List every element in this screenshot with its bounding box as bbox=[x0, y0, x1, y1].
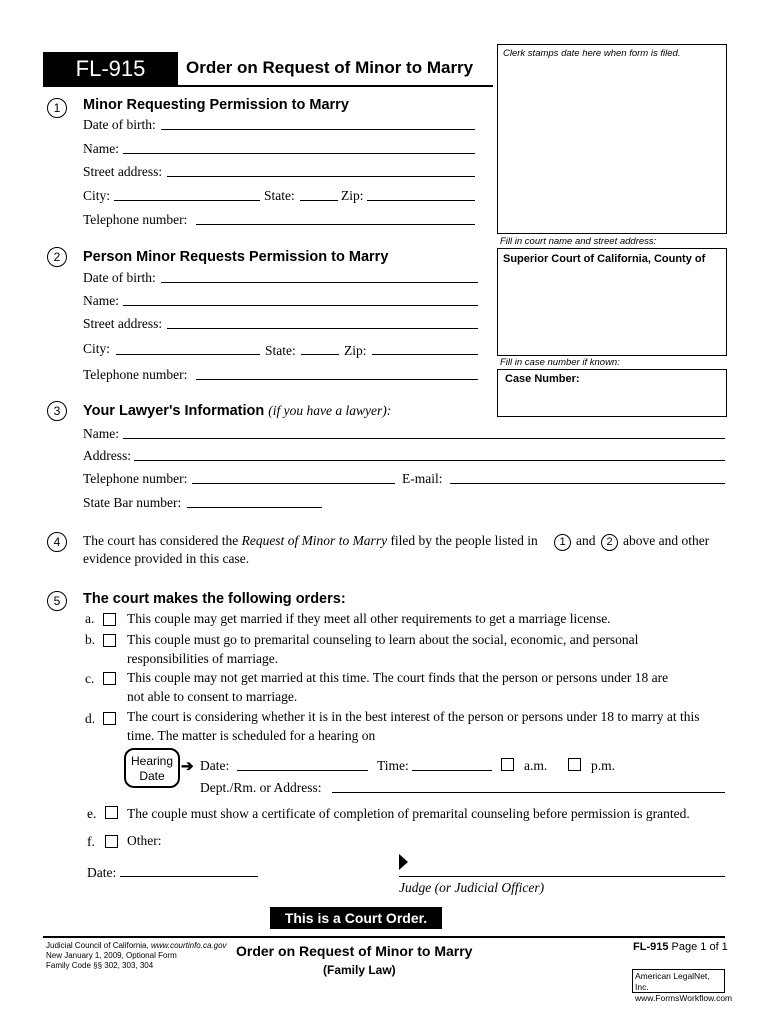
section-3-title: Your Lawyer's Information bbox=[83, 403, 265, 419]
s3-phone-field[interactable] bbox=[192, 483, 395, 484]
s2-name-field[interactable] bbox=[123, 305, 478, 306]
court-note: Fill in court name and street address: bbox=[500, 236, 657, 247]
order-a-checkbox[interactable] bbox=[103, 613, 116, 626]
section-5-number: 5 bbox=[47, 591, 67, 611]
order-f-text: Other: bbox=[127, 833, 162, 848]
s4-ref-2: 2 bbox=[601, 534, 618, 551]
s2-zip-label: Zip: bbox=[344, 343, 367, 358]
hearing-date-badge bbox=[124, 748, 180, 788]
s4-text-c: above and other bbox=[623, 533, 710, 548]
s2-state-label: State: bbox=[265, 343, 296, 358]
section-3-number: 3 bbox=[47, 401, 67, 421]
s2-dob-field[interactable] bbox=[161, 282, 478, 283]
footer-page-info bbox=[633, 941, 728, 953]
hearing-time-field[interactable] bbox=[412, 770, 492, 771]
footer-title: Order on Request of Minor to Marry bbox=[236, 943, 473, 959]
form-number-badge: FL-915 bbox=[43, 52, 178, 85]
footer-new-date: New January 1, 2009, Optional Form bbox=[46, 951, 177, 960]
pm-label: p.m. bbox=[591, 758, 616, 773]
order-f-letter: f. bbox=[87, 834, 95, 849]
publisher-box bbox=[632, 969, 733, 1003]
footer-rule bbox=[43, 936, 725, 938]
header-rule bbox=[43, 85, 493, 87]
s2-dob-label: Date of birth: bbox=[83, 270, 156, 285]
s3-name-field[interactable] bbox=[123, 438, 725, 439]
section-4-number: 4 bbox=[47, 532, 67, 552]
s4-text-a: The court has considered the bbox=[83, 533, 239, 548]
hearing-date-field[interactable] bbox=[237, 770, 368, 771]
section-3-note: (if you have a lawyer): bbox=[268, 403, 392, 418]
s1-state-field[interactable] bbox=[300, 200, 338, 201]
s1-dob-field[interactable] bbox=[161, 129, 475, 130]
s2-name-label: Name: bbox=[83, 293, 119, 308]
s1-name-field[interactable] bbox=[123, 153, 475, 154]
s2-state-field[interactable] bbox=[301, 354, 339, 355]
s3-phone-label: Telephone number: bbox=[83, 471, 188, 486]
s3-email-label: E-mail: bbox=[402, 471, 443, 486]
case-note: Fill in case number if known: bbox=[500, 357, 620, 368]
section-1-heading: Minor Requesting Permission to Marry bbox=[83, 97, 349, 113]
s1-phone-label: Telephone number: bbox=[83, 212, 188, 227]
order-c-letter: c. bbox=[85, 671, 95, 686]
s3-address-label: Address: bbox=[83, 448, 131, 463]
hearing-time-label: Time: bbox=[377, 758, 409, 773]
s4-request-title: Request of Minor to Marry bbox=[241, 533, 388, 548]
pm-checkbox[interactable] bbox=[568, 758, 581, 771]
s1-street-label: Street address: bbox=[83, 164, 163, 179]
s2-zip-field[interactable] bbox=[372, 354, 478, 355]
section-4-line1 bbox=[83, 533, 538, 549]
s4-text-b: filed by the people listed in bbox=[390, 533, 538, 548]
order-f-checkbox[interactable] bbox=[105, 835, 118, 848]
judge-signature-field[interactable] bbox=[399, 876, 725, 877]
footer-subtitle: (Family Law) bbox=[323, 963, 396, 977]
order-c-text-1: This couple may not get married at this time. The court finds that the person or persons under 18 are bbox=[127, 670, 669, 685]
order-a-letter: a. bbox=[85, 611, 95, 626]
order-a-text: This couple may get married if they meet all other requirements to get a marriage license. bbox=[127, 611, 611, 626]
footer-council-line bbox=[46, 941, 227, 951]
footer-form-number: FL-915 bbox=[633, 941, 669, 953]
s2-street-label: Street address: bbox=[83, 316, 163, 331]
s2-city-label: City: bbox=[83, 341, 111, 356]
signature-date-label: Date: bbox=[87, 865, 117, 880]
s3-bar-field[interactable] bbox=[187, 507, 322, 508]
s3-email-field[interactable] bbox=[450, 483, 725, 484]
s1-city-field[interactable] bbox=[114, 200, 260, 201]
footer-council bbox=[46, 941, 227, 971]
s3-bar-label: State Bar number: bbox=[83, 495, 182, 510]
publisher-url[interactable]: www.FormsWorkflow.com bbox=[635, 993, 733, 1003]
order-b-letter: b. bbox=[85, 632, 96, 647]
order-d-text-1: The court is considering whether it is in the best interest of the person or persons under 18 to marry at this bbox=[127, 709, 700, 724]
order-d-checkbox[interactable] bbox=[103, 712, 116, 725]
s1-name-label: Name: bbox=[83, 141, 119, 156]
court-order-banner: This is a Court Order. bbox=[270, 907, 442, 929]
s4-and: and bbox=[576, 533, 596, 548]
signature-arrow-icon bbox=[399, 854, 408, 870]
s1-dob-label: Date of birth: bbox=[83, 117, 156, 132]
order-c-checkbox[interactable] bbox=[103, 672, 116, 685]
publisher-name: American LegalNet, Inc. bbox=[635, 971, 710, 992]
s1-state-label: State: bbox=[264, 188, 295, 203]
order-e-text: The couple must show a certificate of completion of premarital counseling before permission is granted. bbox=[127, 806, 690, 821]
s3-name-label: Name: bbox=[83, 426, 119, 441]
s2-phone-label: Telephone number: bbox=[83, 367, 188, 382]
footer-page: Page 1 of 1 bbox=[671, 941, 728, 953]
s2-street-field[interactable] bbox=[167, 328, 478, 329]
case-label: Case Number: bbox=[505, 373, 580, 385]
s2-phone-field[interactable] bbox=[196, 379, 478, 380]
clerk-note: Clerk stamps date here when form is filed. bbox=[503, 48, 681, 59]
footer-council-url[interactable]: www.courtinfo.ca.gov bbox=[150, 941, 227, 950]
hearing-date-label: Date bbox=[139, 769, 165, 783]
judge-label: Judge (or Judicial Officer) bbox=[399, 880, 545, 895]
order-b-text-2: responsibilities of marriage. bbox=[127, 651, 279, 666]
am-label: a.m. bbox=[524, 758, 548, 773]
order-d-letter: d. bbox=[85, 711, 96, 726]
order-b-text-1: This couple must go to premarital counseling to learn about the social, economic, and personal bbox=[127, 632, 639, 647]
order-b-checkbox[interactable] bbox=[103, 634, 116, 647]
section-1-number: 1 bbox=[47, 98, 67, 118]
s4-ref-1: 1 bbox=[554, 534, 571, 551]
signature-date-field[interactable] bbox=[120, 876, 258, 877]
order-e-checkbox[interactable] bbox=[105, 806, 118, 819]
hearing-label: Hearing bbox=[130, 754, 174, 768]
section-4-line2: evidence provided in this case. bbox=[83, 551, 250, 566]
hearing-dept-label: Dept./Rm. or Address: bbox=[200, 780, 322, 795]
order-d-text-2: time. The matter is scheduled for a hearing on bbox=[127, 728, 376, 743]
s1-city-label: City: bbox=[83, 188, 111, 203]
page-title: Order on Request of Minor to Marry bbox=[186, 58, 474, 77]
order-c-text-2: not able to consent to marriage. bbox=[127, 689, 298, 704]
am-checkbox[interactable] bbox=[501, 758, 514, 771]
section-2-heading: Person Minor Requests Permission to Marry bbox=[83, 249, 389, 265]
clerk-stamp-box bbox=[497, 44, 727, 234]
s1-phone-field[interactable] bbox=[196, 224, 475, 225]
arrow-right-icon: ➔ bbox=[181, 758, 194, 775]
footer-council-name: Judicial Council of California, bbox=[46, 941, 149, 950]
s1-zip-field[interactable] bbox=[367, 200, 475, 201]
s3-address-field[interactable] bbox=[134, 460, 725, 461]
s2-city-field[interactable] bbox=[116, 354, 260, 355]
hearing-date-field-label: Date: bbox=[200, 758, 230, 773]
section-5-heading: The court makes the following orders: bbox=[83, 591, 346, 607]
footer-code: Family Code §§ 302, 303, 304 bbox=[46, 961, 154, 970]
order-e-letter: e. bbox=[87, 806, 97, 821]
section-3-heading bbox=[83, 403, 391, 419]
court-label: Superior Court of California, County of bbox=[503, 253, 706, 265]
section-2-number: 2 bbox=[47, 247, 67, 267]
hearing-dept-field[interactable] bbox=[332, 792, 725, 793]
s1-zip-label: Zip: bbox=[341, 188, 364, 203]
s1-street-field[interactable] bbox=[167, 176, 475, 177]
